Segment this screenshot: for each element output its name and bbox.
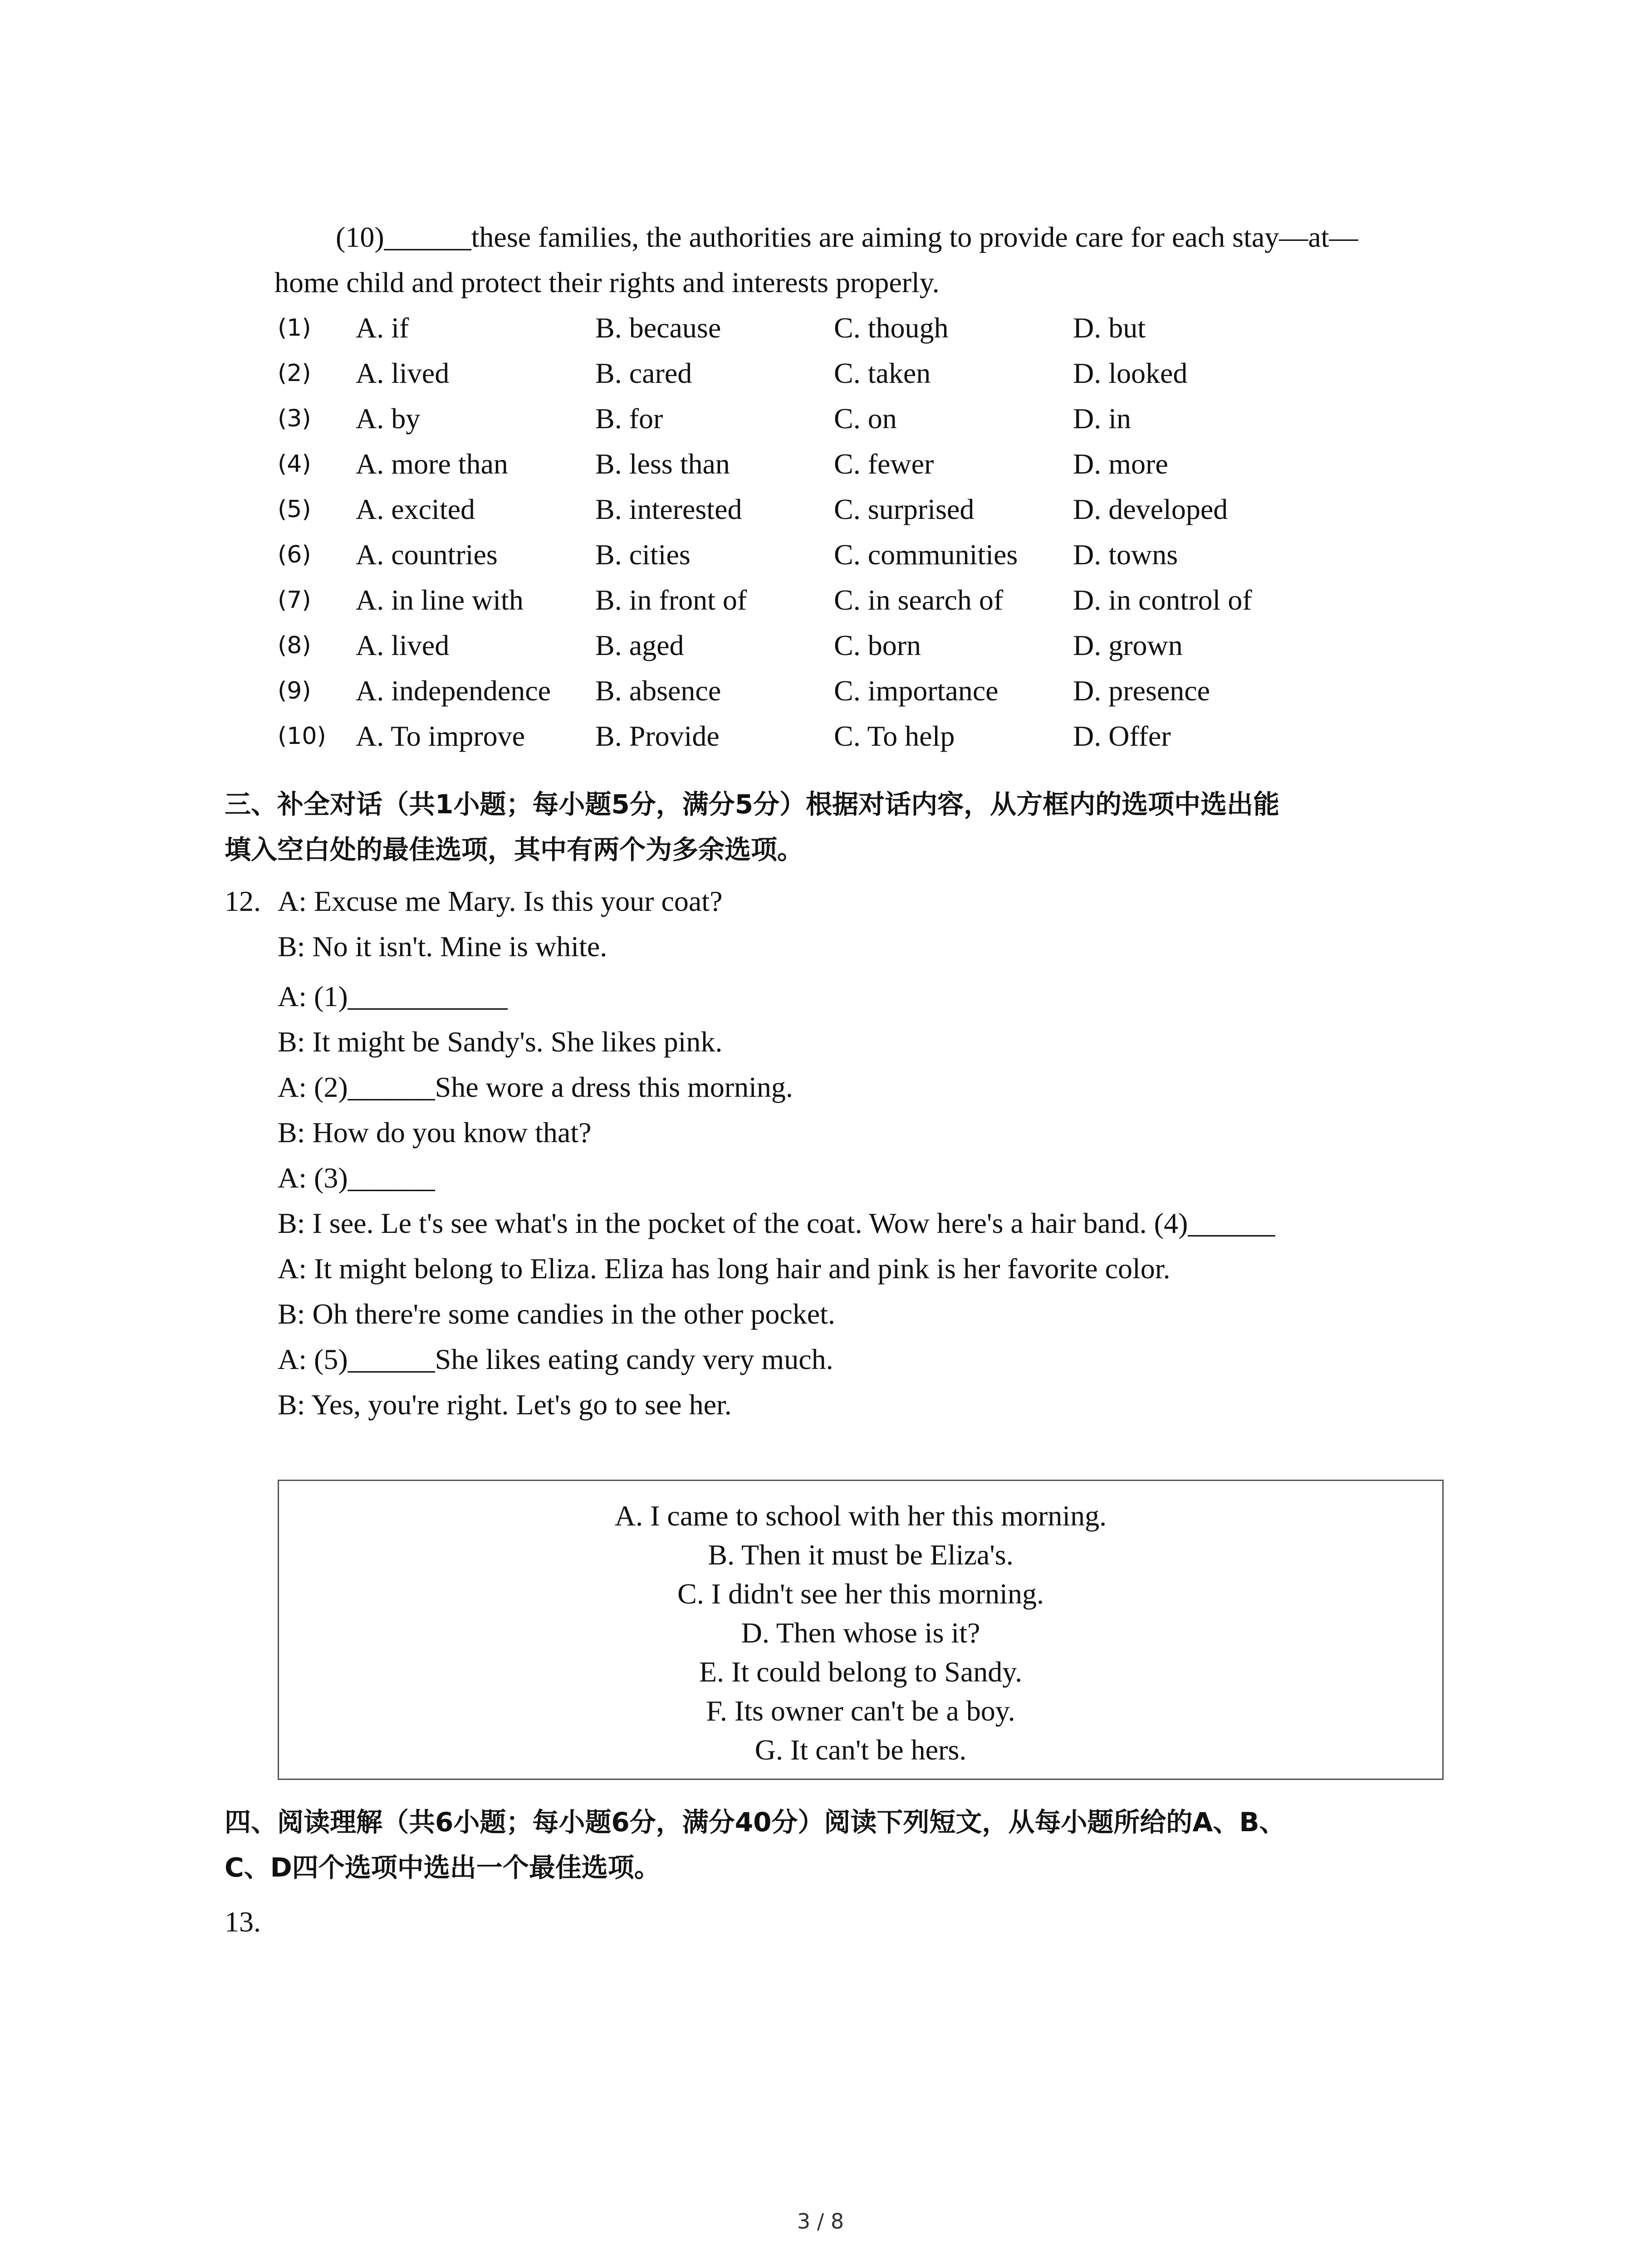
option-number: (3) [278, 405, 311, 432]
option-d: D. more [1073, 448, 1168, 480]
passage-end [274, 215, 1436, 305]
passage-line-1: (10)______these families, the authorities are aiming to provide care for each stay—at— [336, 221, 1358, 253]
option-number: (7) [278, 587, 311, 614]
option-row [278, 623, 1457, 668]
section-3-line-2: 填入空白处的最佳选项，其中有两个为多余选项。 [225, 834, 804, 865]
choice-item: D. Then whose is it? [741, 1617, 980, 1649]
option-row [278, 487, 1457, 532]
option-b: B. because [595, 312, 721, 344]
option-d: D. towns [1073, 538, 1178, 571]
option-number: (6) [278, 541, 311, 568]
option-c: C. importance [834, 675, 999, 707]
option-b: B. in front of [595, 584, 747, 616]
section-4-heading [225, 1799, 1450, 1890]
option-row [278, 714, 1457, 759]
option-row [278, 441, 1457, 487]
choice-item: E. It could belong to Sandy. [699, 1656, 1023, 1688]
option-c: C. though [834, 312, 949, 344]
option-d: D. developed [1073, 493, 1228, 525]
option-b: B. Provide [595, 720, 720, 752]
dialogue-line: A: (2)______She wore a dress this morning. [278, 1071, 793, 1103]
dialogue-line: A: Excuse me Mary. Is this your coat? [278, 885, 723, 917]
option-b: B. absence [595, 675, 721, 707]
option-d: D. in [1073, 402, 1131, 435]
section-3-line-1: 三、补全对话（共1小题；每小题5分，满分5分）根据对话内容，从方框内的选项中选出能 [225, 789, 1280, 820]
option-c: C. To help [834, 720, 955, 752]
option-number: (8) [278, 632, 311, 659]
option-d: D. looked [1073, 357, 1188, 389]
option-a: A. more than [356, 448, 508, 480]
dialogue-line: B: Yes, you're right. Let's go to see her. [278, 1388, 732, 1421]
option-a: A. independence [356, 675, 551, 707]
option-a: A. lived [356, 629, 450, 661]
option-number: (2) [278, 360, 311, 387]
dialogue-line: B: How do you know that? [278, 1116, 592, 1149]
dialogue-line: A: (1)___________ [278, 980, 508, 1012]
option-c: C. in search of [834, 584, 1004, 616]
option-number: (10) [278, 723, 326, 750]
dialogue-line: B: Oh there're some candies in the other pocket. [278, 1298, 835, 1330]
answer-choices-box [278, 1480, 1444, 1780]
option-number: (4) [278, 450, 311, 478]
option-number: (1) [278, 314, 311, 342]
section-4-line-2: C、D四个选项中选出一个最佳选项。 [225, 1852, 661, 1883]
dialogue-line: B: No it isn't. Mine is white. [278, 930, 607, 963]
choice-item: A. I came to school with her this morning. [614, 1500, 1107, 1532]
option-d: D. in control of [1073, 584, 1252, 616]
choice-item: G. It can't be hers. [754, 1734, 967, 1766]
option-number: (5) [278, 496, 311, 523]
option-b: B. aged [595, 629, 684, 661]
dialogue-line: B: I see. Le t's see what's in the pocket of the coat. Wow here's a hair band. (4)______ [278, 1207, 1275, 1239]
section-4-line-1: 四、阅读理解（共6小题；每小题6分，满分40分）阅读下列短文，从每小题所给的A、B、 [225, 1807, 1286, 1838]
section-3-heading [225, 782, 1450, 872]
option-d: D. but [1073, 312, 1146, 344]
option-c: C. born [834, 629, 921, 661]
option-row [278, 396, 1457, 441]
option-a: A. excited [356, 493, 475, 525]
option-c: C. fewer [834, 448, 934, 480]
option-a: A. countries [356, 538, 498, 571]
question-number-12: 12. [225, 885, 261, 917]
passage-line-2: home child and protect their rights and interests properly. [274, 266, 940, 298]
option-d: D. grown [1073, 629, 1183, 661]
option-row [278, 577, 1457, 623]
option-a: A. if [356, 312, 409, 344]
page-number: 3 / 8 [797, 2209, 844, 2234]
option-row [278, 305, 1457, 351]
question-number-13: 13. [225, 1906, 261, 1938]
option-a: A. lived [356, 357, 450, 389]
option-b: B. cared [595, 357, 692, 389]
option-d: D. Offer [1073, 720, 1171, 752]
choice-item: F. Its owner can't be a boy. [706, 1695, 1015, 1727]
option-c: C. communities [834, 538, 1018, 571]
option-c: C. on [834, 402, 897, 435]
dialogue-line: A: (3)______ [278, 1162, 435, 1194]
option-b: B. for [595, 402, 663, 435]
choice-item: B. Then it must be Eliza's. [708, 1539, 1014, 1571]
dialogue-line: A: (5)______She likes eating candy very much. [278, 1343, 833, 1375]
option-row [278, 532, 1457, 577]
option-b: B. less than [595, 448, 730, 480]
option-d: D. presence [1073, 675, 1210, 707]
option-a: A. in line with [356, 584, 524, 616]
option-row [278, 668, 1457, 714]
option-c: C. taken [834, 357, 931, 389]
option-number: (9) [278, 677, 311, 704]
option-a: A. by [356, 402, 421, 435]
dialogue-line: A: It might belong to Eliza. Eliza has long hair and pink is her favorite color. [278, 1252, 1171, 1285]
option-a: A. To improve [356, 720, 525, 752]
option-c: C. surprised [834, 493, 975, 525]
choice-item: C. I didn't see her this morning. [677, 1578, 1044, 1610]
option-row [278, 351, 1457, 396]
option-b: B. interested [595, 493, 742, 525]
option-b: B. cities [595, 538, 691, 571]
dialogue-line: B: It might be Sandy's. She likes pink. [278, 1026, 723, 1058]
